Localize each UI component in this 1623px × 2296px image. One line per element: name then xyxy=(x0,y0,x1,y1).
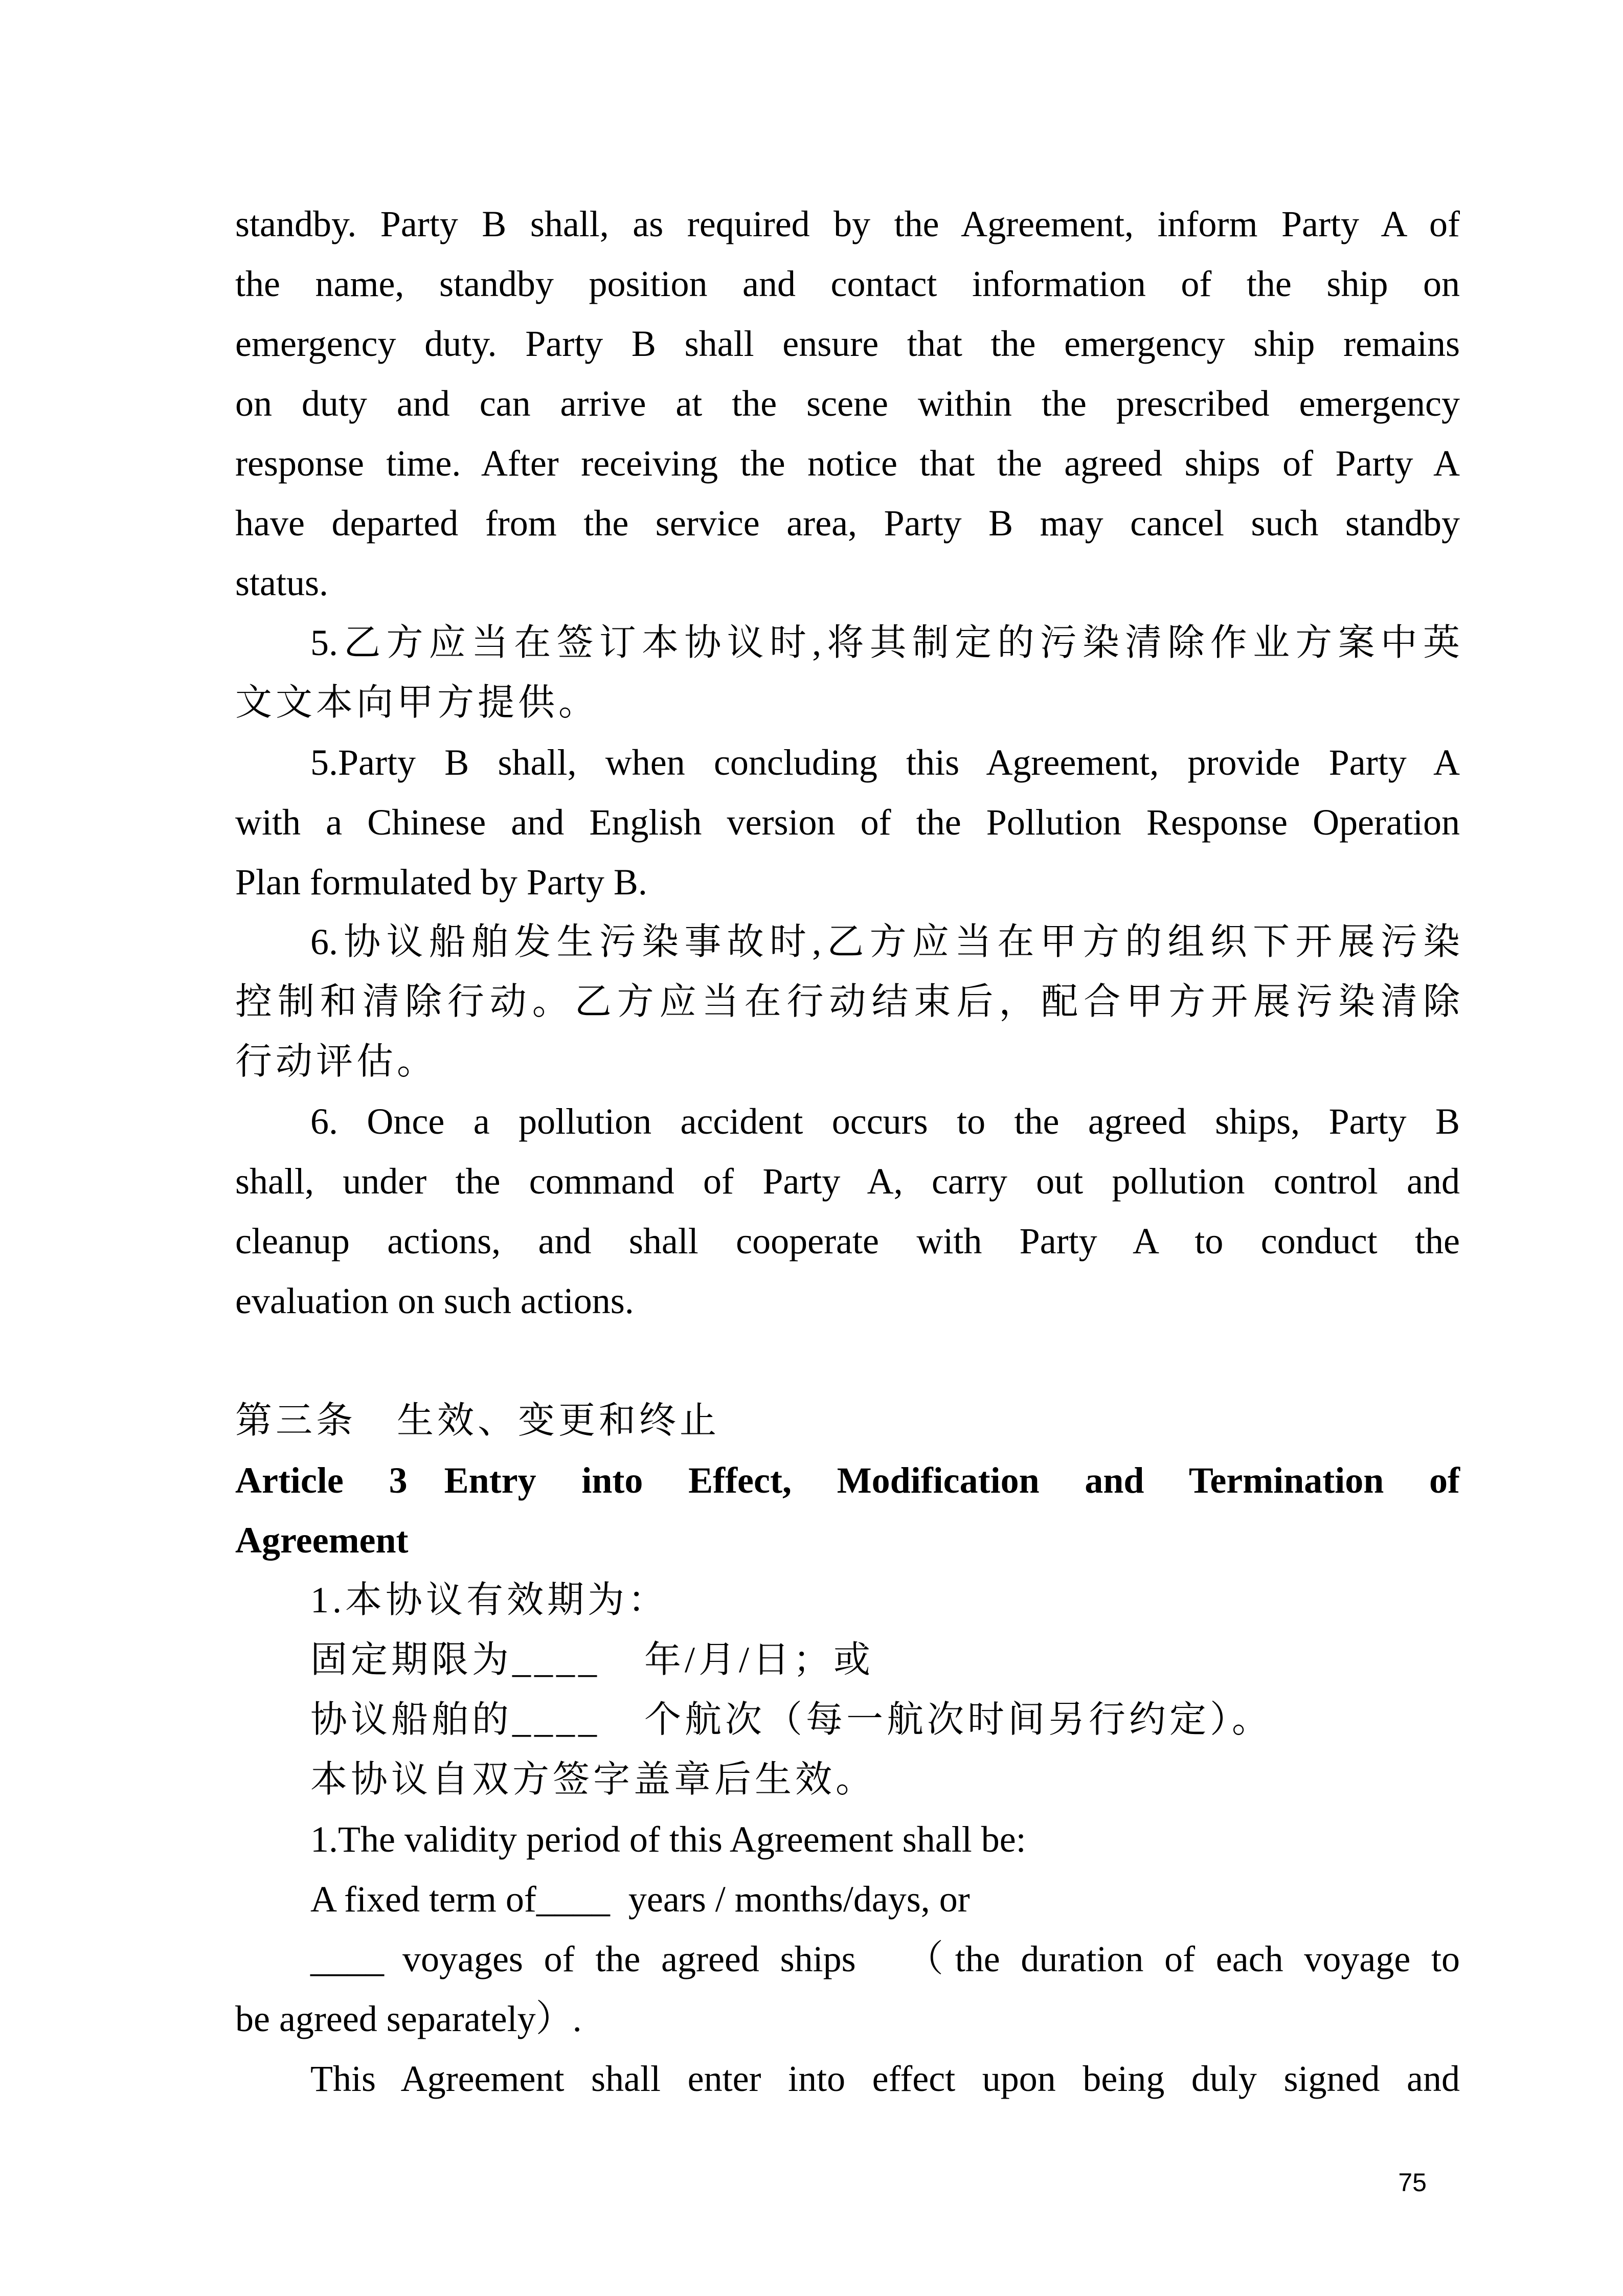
text-line: 1.本协议有效期为： xyxy=(310,1580,669,1620)
text-line: evaluation on such actions. xyxy=(235,1280,634,1321)
text-line: This Agreement shall enter into effect upon being duly signed and xyxy=(310,2058,1460,2099)
text-line: 固定期限为____ 年/月/日；或 xyxy=(310,1639,874,1680)
text-line: status. xyxy=(235,562,329,603)
text-line: ____ voyages of the agreed ships （the duration of each voyage to xyxy=(310,1939,1460,1979)
text-line: Plan formulated by Party B. xyxy=(235,862,647,903)
text-line: standby. Party B shall, as required by the Agreement, inform Party A of xyxy=(235,204,1460,244)
text-line: response time. After receiving the notice that the agreed ships of Party A xyxy=(235,443,1460,484)
text-line: with a Chinese and English version of the Pollution Response Operation xyxy=(235,802,1460,843)
text-line: Agreement xyxy=(235,1520,409,1561)
text-line: 5.Party B shall, when concluding this Agreement, provide Party A xyxy=(310,742,1460,783)
page-number: 75 xyxy=(1398,2168,1427,2197)
text-line: 协议船舶的____ 个航次（每一航次时间另行约定）。 xyxy=(310,1699,1273,1740)
text-line: 5.乙方应当在签订本协议时,将其制定的污染清除作业方案中英 xyxy=(310,622,1460,663)
document-text-block xyxy=(235,194,1460,2109)
text-line: 控制和清除行动。乙方应当在行动结束后，配合甲方开展污染清除 xyxy=(235,981,1460,1022)
text-line: have departed from the service area, Party B may cancel such standby xyxy=(235,503,1460,544)
text-line: Article 3 Entry into Effect, Modification and Termination of xyxy=(235,1460,1460,1501)
text-line: cleanup actions, and shall cooperate with Party A to conduct the xyxy=(235,1221,1460,1262)
text-line: 1.The validity period of this Agreement shall be: xyxy=(310,1819,1026,1860)
text-line: 本协议自双方签字盖章后生效。 xyxy=(310,1759,876,1800)
text-line: A fixed term of____ years / months/days, or xyxy=(310,1879,970,1920)
text-line: 6.协议船舶发生污染事故时,乙方应当在甲方的组织下开展污染 xyxy=(310,921,1460,962)
text-line: be agreed separately）. xyxy=(235,1998,582,2039)
text-line: 文文本向甲方提供。 xyxy=(235,682,599,723)
text-line: emergency duty. Party B shall ensure that the emergency ship remains xyxy=(235,323,1460,364)
text-line: on duty and can arrive at the scene within the prescribed emergency xyxy=(235,383,1460,424)
text-line: the name, standby position and contact information of the ship on xyxy=(235,263,1460,304)
text-line: shall, under the command of Party A, carry out pollution control and xyxy=(235,1161,1460,1202)
text-line: 第三条 生效、变更和终止 xyxy=(235,1400,720,1441)
text-line: 6. Once a pollution accident occurs to the agreed ships, Party B xyxy=(310,1101,1460,1142)
text-line: 行动评估。 xyxy=(235,1041,438,1082)
